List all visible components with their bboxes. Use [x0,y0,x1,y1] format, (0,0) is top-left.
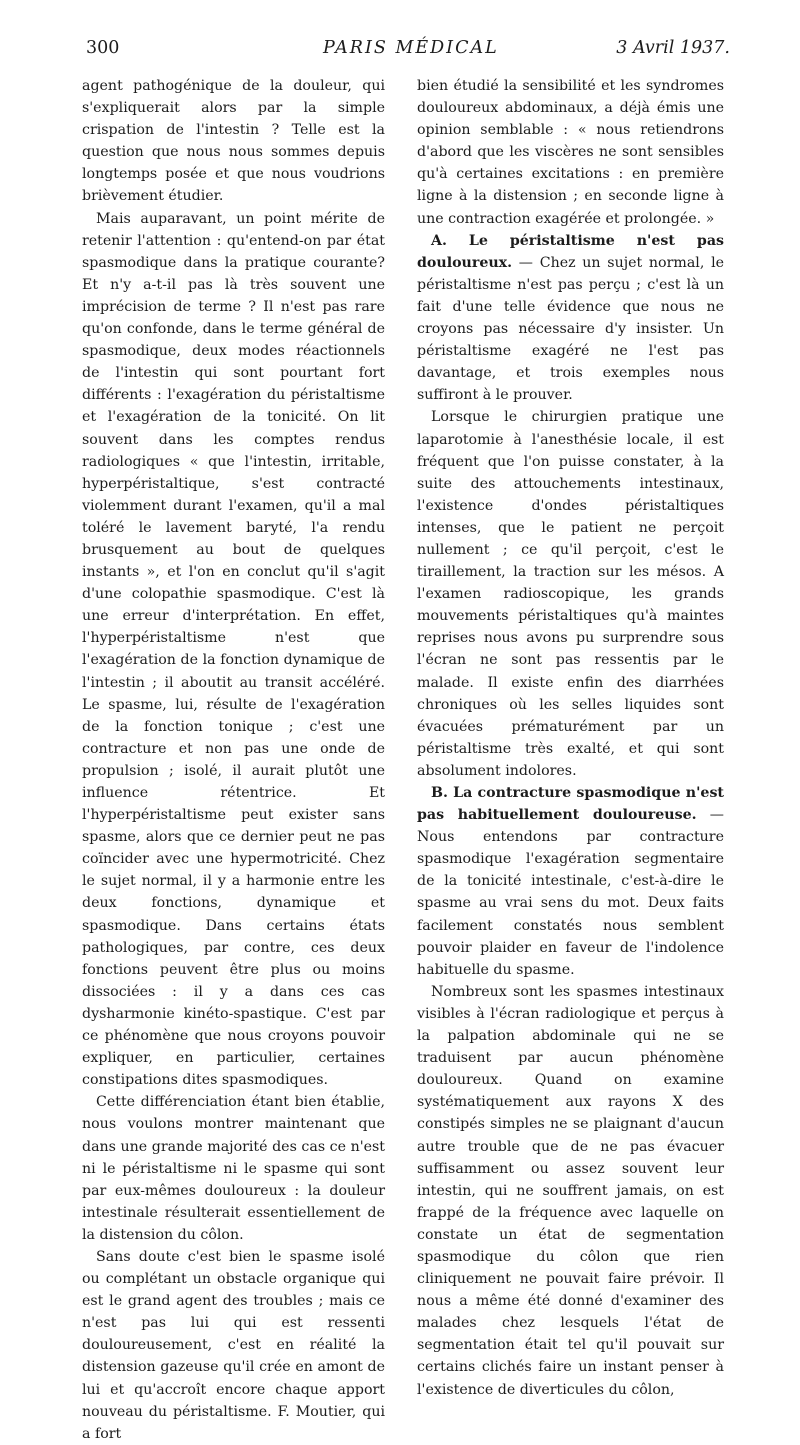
paragraph: Lorsque le chirurgien pratique une laparotomie à l'anesthésie locale, il est fréquent que l'on puisse constater, à la suite des attouchements intestinaux, l'existence d'ondes péristaltiques intenses, que le patient ne perçoit nullement ; ce qu'il perçoit, c'est le tiraillement, la traction sur les mésos. A l'examen radioscopique, les grands mouvements péristaltiques qu'à maintes reprises nous avons pu surprendre sous l'écran ne sont pas ressentis par le malade. Il existe enfin des diarrhées chroniques où les selles liquides sont évacuées prématurément par un péristaltisme très exalté, et qui sont absolument indolores. [417,409,724,779]
page-number: 300 [86,38,120,58]
paragraph: Cette différenciation étant bien établie, nous voulons montrer maintenant que dans une grande majorité des cas ce n'est ni le péristaltisme ni le spasme qui sont par eux-mêmes douloureux : la douleur intestinale résulterait essentiellement de la distension du côlon. [82,1094,385,1243]
paragraph: Nombreux sont les spasmes intestinaux visibles à l'écran radiologique et perçus à la palpation abdominale qui ne se traduisent par aucun phénomène douloureux. Quand on examine systématiquement aux rayons X des constipés simples ne se plaignant d'aucun autre trouble que de ne pas évacuer suffisamment ou assez souvent leur intestin, qui ne souffrent jamais, on est frappé de la fréquence avec laquelle on constate un état de segmentation spasmodique du côlon que rien cliniquement ne pouvait faire prévoir. Il nous a même été donné d'examiner des malades chez lesquels l'état de segmentation était tel qu'il pouvait sur certains clichés faire un instant penser à l'existence de diverticules du côlon, [417,983,724,1398]
section-a [417,230,724,407]
section-b-heading: B. La contracture spasmodique n'est pas habituellement douloureuse. [417,785,724,824]
journal-title: PARIS MÉDICAL [323,38,499,58]
right-column [417,75,724,1401]
issue-date: 3 Avril 1937. [616,38,730,58]
paragraph: agent pathogénique de la douleur, qui s'expliquerait alors par la simple crispation de l'intestin ? Telle est la question que nous nous sommes depuis longtemps posée et que nous voudrions brièvement étudier. [82,78,385,205]
paragraph: bien étudié la sensibilité et les syndromes douloureux abdominaux, a déjà émis une opinion semblable : « nous retiendrons d'abord que les viscères ne sont sensibles qu'à certaines excitations : en première ligne à la distension ; en seconde ligne à une contraction exagérée et prolongée. » [417,78,724,227]
paragraph: Mais auparavant, un point mérite de retenir l'attention : qu'entend-on par état spasmodique dans la pratique courante? Et n'y a-t-il pas là très souvent une imprécision de terme ? Il n'est pas rare qu'on confonde, dans le terme général de spasmodique, deux modes réactionnels de l'intestin qui sont pourtant fort différents : l'exagération du péristaltisme et l'exagération de la tonicité. On lit souvent dans les comptes rendus radiologiques « que l'intestin, irritable, hyperpéristaltique, s'est contracté violemment durant l'examen, qu'il a mal toléré le lavement baryté, l'a rendu brusquement au bout de quelques instants », et l'on en conclut qu'il s'agit d'une colopathie spasmodique. C'est là une erreur d'interprétation. En effet, l'hyperpéristaltisme n'est que l'exagération de la fonction dynamique de l'intestin ; il aboutit au transit accéléré. Le spasme, lui, résulte de l'exagération de la fonction tonique ; c'est une contracture et non pas une onde de propulsion ; isolé, il aurait plutôt une influence rétentrice. Et l'hyperpéristaltisme peut exister sans spasme, alors que ce dernier peut ne pas coïncider avec une hypermotricité. Chez le sujet normal, il y a harmonie entre les deux fonctions, dynamique et spasmodique. Dans certains états pathologiques, par contre, ces deux fonctions peuvent être plus ou moins dissociées : il y a dans ces cas dysharmonie kinéto-spastique. C'est par ce phénomène que nous croyons pouvoir expliquer, en particulier, certaines constipations dites spasmodiques. [82,210,385,1089]
left-column [82,75,385,1445]
section-a-heading: A. Le péristaltisme n'est pas douloureux. [417,232,724,271]
paragraph: Sans doute c'est bien le spasme isolé ou complétant un obstacle organique qui est le grand agent des troubles ; mais ce n'est pas lui qui est ressenti douloureusement, c'est en réalité la distension gazeuse qu'il crée en amont de lui et qu'accroît encore chaque apport nouveau du péristaltisme. F. Moutier, qui a fort [82,1248,385,1442]
section-b-text: — Nous entendons par contracture spasmodique l'exagération segmentaire de la tonicité intestinale, c'est-à-dire le spasme au vrai sens du mot. Deux faits facilement constatés nous semblent pouvoir plaider en faveur de l'indolence habituelle du spasme. [417,807,724,978]
page-header [80,38,730,66]
section-b [417,782,724,981]
section-a-text: — Chez un sujet normal, le péristaltisme n'est pas perçu ; c'est là un fait d'une telle évidence que nous ne croyons pas nécessaire d'y insister. Un péristaltisme exagéré ne l'est pas davantage, et trois exemples nous suffiront à le prouver. [417,254,724,404]
